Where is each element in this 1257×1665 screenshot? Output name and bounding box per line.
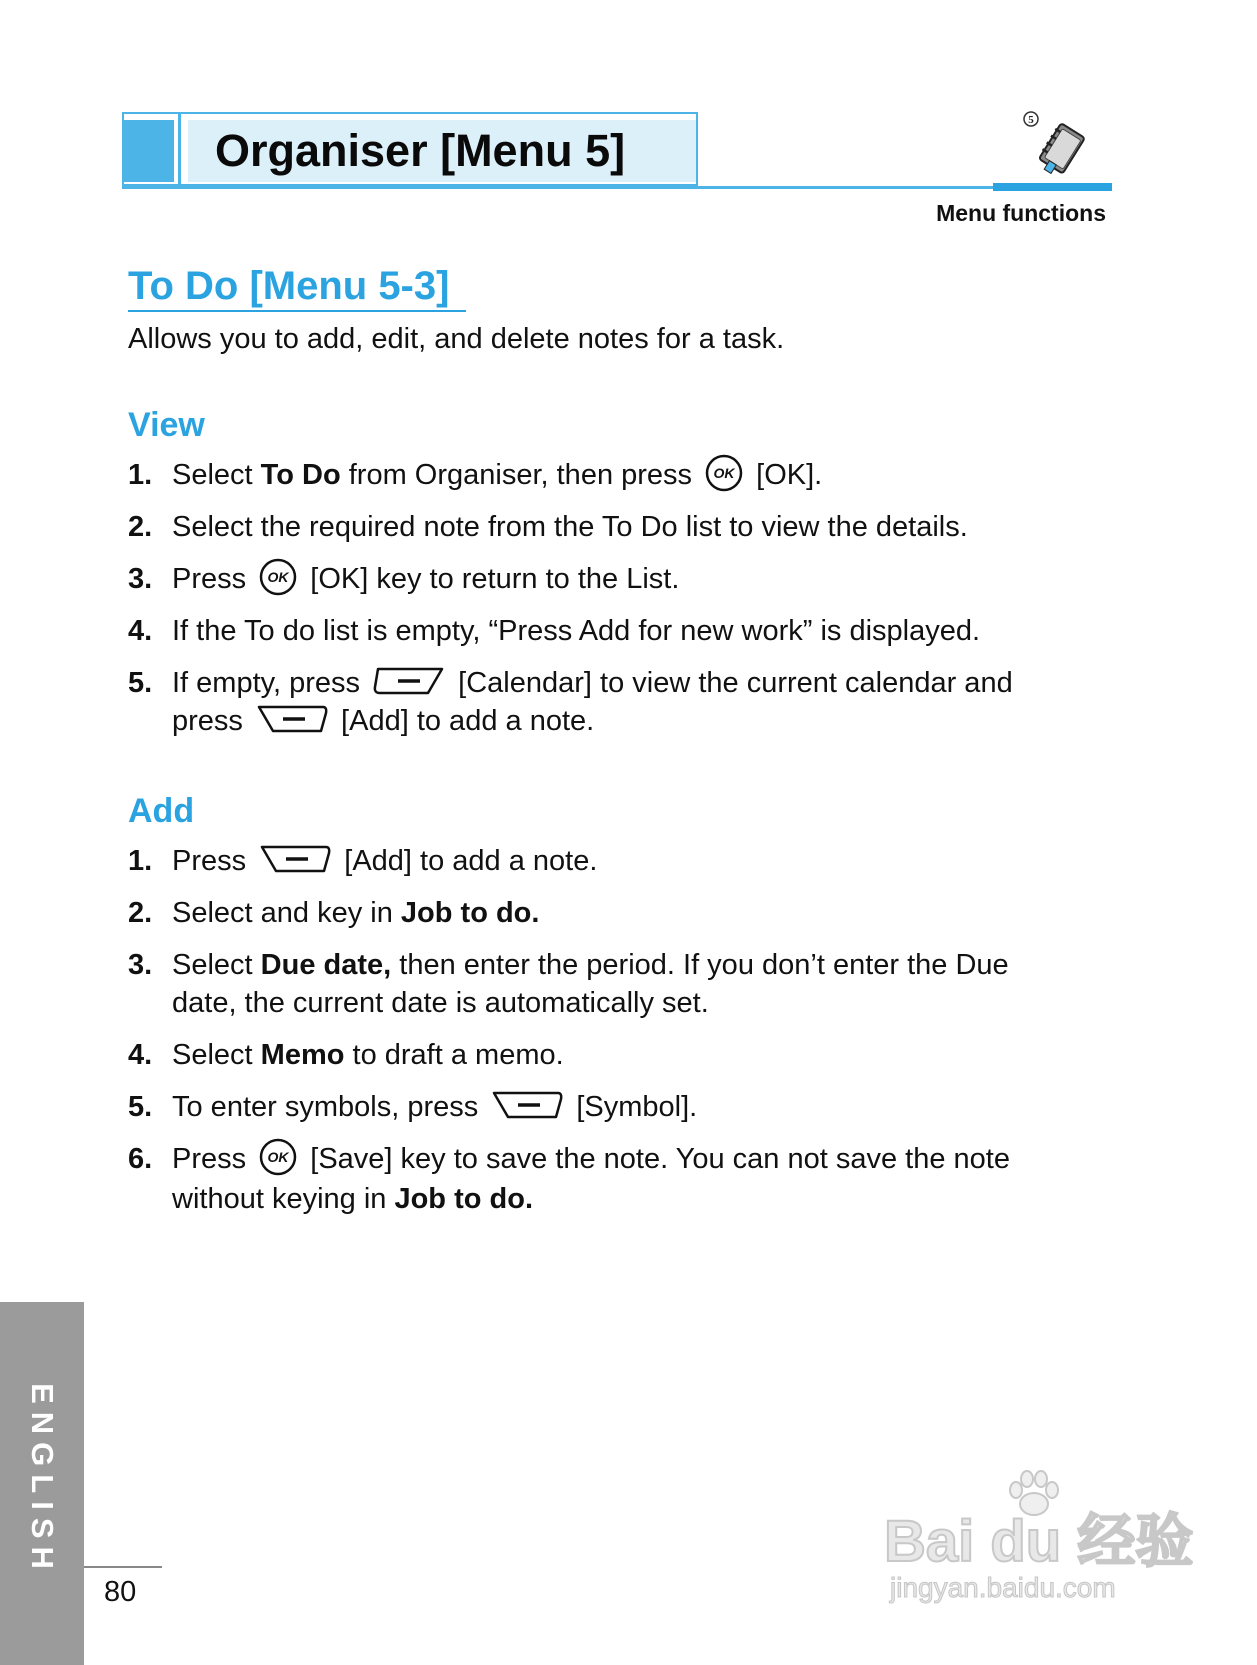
step-text: If empty, press — [172, 667, 361, 699]
menu-badge-number: 5 — [1028, 114, 1034, 126]
right-soft-key-icon — [490, 1088, 564, 1122]
add-heading: Add — [128, 792, 195, 830]
step-number: 2. — [128, 511, 153, 543]
step-number: 4. — [128, 615, 153, 647]
step-text: Select — [172, 459, 261, 491]
step-text: Select — [172, 949, 261, 981]
step-text: then enter the period. If you don’t enter the Due — [391, 949, 1009, 981]
step-number: 5. — [128, 1091, 153, 1123]
ok-key-icon — [258, 1137, 298, 1177]
step-text: Press — [172, 1143, 247, 1175]
section-title-underline — [128, 310, 466, 312]
view-step-3 — [128, 560, 1118, 600]
left-soft-key-icon — [372, 664, 446, 698]
step-bold-text: Job to do. — [394, 1183, 533, 1216]
step-number: 3. — [128, 563, 153, 595]
step-text: [Symbol]. — [576, 1091, 698, 1123]
step-number: 2. — [128, 897, 153, 929]
step-bold-text: Memo — [260, 1039, 345, 1071]
step-number: 5. — [128, 667, 153, 699]
step-text: To enter symbols, press — [172, 1091, 479, 1123]
header-accent-block — [124, 120, 174, 182]
step-text: without keying in — [172, 1183, 395, 1216]
step-text: Press — [172, 563, 247, 595]
add-step-2 — [128, 894, 1118, 932]
view-step-4 — [128, 612, 1118, 650]
language-label: ENGLISH — [25, 1383, 60, 1577]
step-number: 1. — [128, 845, 153, 877]
right-soft-key-icon — [258, 842, 332, 876]
organiser-menu-icon — [1022, 110, 1094, 182]
header-rule — [122, 186, 1112, 189]
add-step-1 — [128, 842, 1118, 880]
view-step-5 — [128, 664, 1118, 740]
step-text: [OK]. — [756, 459, 823, 491]
step-text: Select and key in — [172, 897, 401, 929]
menu-functions-label: Menu functions — [936, 200, 1106, 226]
step-text: [OK] key to return to the List. — [310, 563, 680, 595]
step-text: [Calendar] to view the current calendar and — [458, 667, 1013, 699]
ok-key-icon — [704, 453, 744, 493]
section-title: To Do [Menu 5-3] — [128, 264, 450, 308]
header-separator — [178, 114, 181, 186]
step-text: Press — [172, 845, 247, 877]
step-text: date, the current date is automatically set. — [172, 987, 709, 1019]
add-step-4 — [128, 1036, 1118, 1074]
step-text: If the To do list is empty, “Press Add for new work” is displayed. — [172, 615, 981, 647]
baidu-watermark — [884, 1470, 1194, 1620]
step-number: 6. — [128, 1143, 153, 1175]
step-bold-text: Due date, — [260, 949, 392, 981]
step-text: [Add] to add a note. — [344, 845, 598, 877]
header-rule-accent — [993, 183, 1112, 191]
section-intro: Allows you to add, edit, and delete notes for a task. — [128, 323, 785, 355]
ok-key-label: OK — [267, 1149, 289, 1166]
step-bold-text: To Do — [260, 459, 341, 491]
view-heading: View — [128, 406, 205, 444]
step-text: Select — [172, 1039, 261, 1071]
step-text: to draft a memo. — [344, 1039, 564, 1071]
view-step-1 — [128, 456, 1118, 496]
page-number-rule — [84, 1566, 162, 1568]
right-soft-key-icon — [255, 702, 329, 736]
add-step-5 — [128, 1088, 1118, 1126]
step-text: Select the required note from the To Do list to view the details. — [172, 511, 968, 543]
view-step-2 — [128, 508, 1118, 546]
ok-key-label: OK — [713, 465, 735, 482]
page-title: Organiser [Menu 5] — [215, 125, 626, 176]
watermark-brand: Bai du 经验 — [884, 1509, 1194, 1574]
step-number: 3. — [128, 949, 153, 981]
page-number: 80 — [104, 1576, 137, 1608]
ok-key-label: OK — [267, 569, 289, 586]
step-bold-text: Job to do. — [400, 897, 540, 929]
step-number: 4. — [128, 1039, 153, 1071]
step-number: 1. — [128, 459, 153, 491]
step-text: [Save] key to save the note. You can not save the note — [310, 1143, 1010, 1175]
add-step-3 — [128, 946, 1118, 1022]
add-step-6 — [128, 1140, 1118, 1218]
ok-key-icon — [258, 557, 298, 597]
watermark-url: jingyan.baidu.com — [890, 1572, 1116, 1603]
step-text: press — [172, 705, 243, 737]
step-text: from Organiser, then press — [340, 459, 693, 491]
step-text: [Add] to add a note. — [341, 705, 595, 737]
